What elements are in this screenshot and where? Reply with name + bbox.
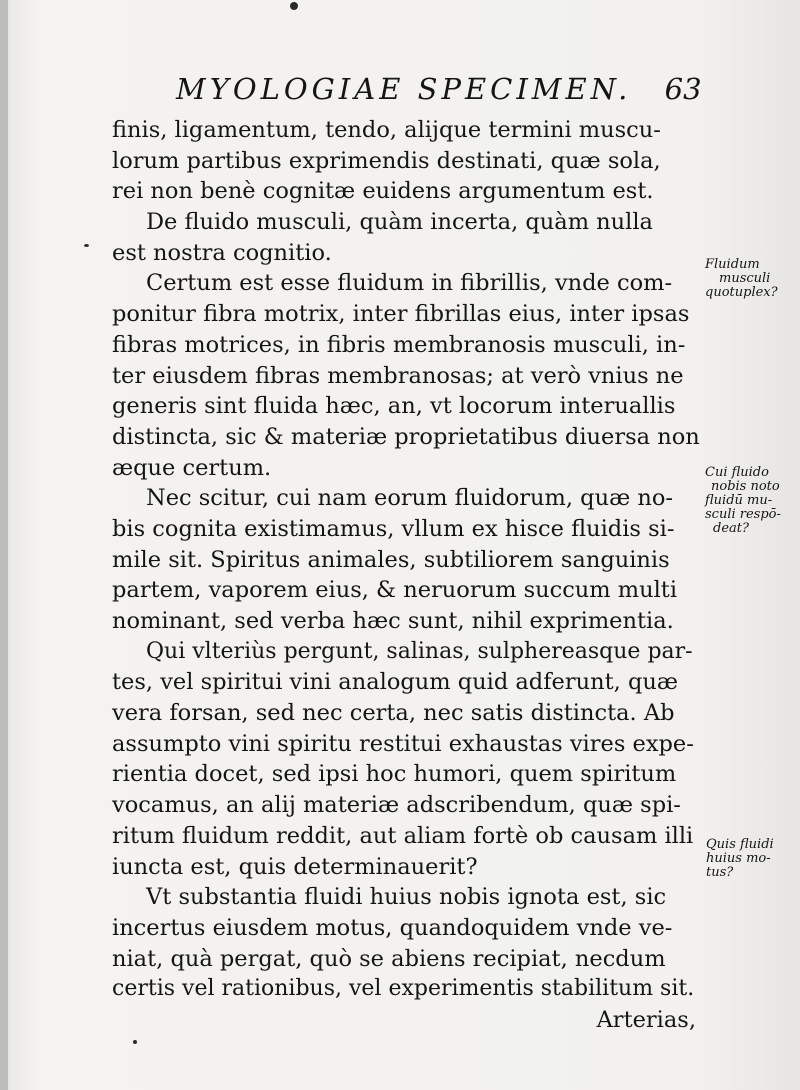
text-line: lorum partibus exprimendis destinati, quæ sola, [112, 147, 661, 174]
text-line: Nec scitur, cui nam eorum fluidorum, quæ no- [146, 485, 674, 512]
text-line: De fluido musculi, quàm incerta, quàm nulla [146, 209, 653, 236]
text-line: rei non benè cognitæ euidens argumentum est. [112, 178, 654, 205]
text-line: ponitur fibra motrix, inter fibrillas eius, inter ipsas [112, 301, 690, 328]
text-line: incertus eiusdem motus, quandoquidem vnde ve- [112, 914, 673, 941]
text-line: fibras motrices, in fibris membranosis musculi, in- [112, 331, 686, 358]
body-text [112, 115, 702, 1036]
text-line: rientia docet, sed ipsi hoc humori, quem spiritum [112, 761, 677, 788]
text-line: partem, vaporem eius, & neruorum succum multi [112, 577, 678, 604]
text-line: generis sint fluida hæc, an, vt locorum interuallis [112, 393, 676, 420]
text-line: tes, vel spiritui vini analogum quid adferunt, quæ [112, 669, 678, 696]
text-line: finis, ligamentum, tendo, alijque termini muscu- [112, 117, 661, 143]
ink-speck [84, 244, 89, 247]
text-line: bis cognita existimamus, vllum ex hisce fluidis si- [112, 515, 675, 542]
margin-note-line: sculi respō- [705, 507, 781, 522]
margin-note-line: Fluidum [705, 257, 760, 272]
text-line: niat, quà pergat, quò se abiens recipiat, necdum [112, 945, 666, 972]
page-spine-shadow [0, 0, 8, 1090]
text-line: Qui vlteriùs pergunt, salinas, sulphereasque par- [146, 638, 693, 664]
text-line: Vt substantia fluidi huius nobis ignota est, sic [146, 884, 667, 911]
ink-speck [133, 1040, 137, 1044]
margin-note-line: musculi [719, 271, 771, 286]
text-line: vocamus, an alij materiæ adscribendum, quæ spi- [112, 792, 681, 819]
text-line: iuncta est, quis determinauerit? [112, 853, 478, 880]
text-line: est nostra cognitio. [112, 239, 332, 266]
text-line: æque certum. [112, 454, 272, 481]
catchword: Arterias, [596, 1006, 696, 1033]
running-head-title: MYOLOGIAE SPECIMEN. [176, 72, 632, 106]
text-line: nominant, sed verba hæc sunt, nihil exprimentia. [112, 608, 674, 634]
text-line: Certum est esse fluidum in fibrillis, vnde com- [146, 270, 673, 297]
text-line: mile sit. Spiritus animales, subtiliorem sanguinis [112, 546, 670, 573]
margin-note-line: huius mo- [706, 851, 771, 866]
text-line: ter eiusdem fibras membranosas; at verò vnius ne [112, 362, 684, 389]
margin-note-line: fluidū mu- [705, 493, 773, 508]
margin-note-line: deat? [713, 521, 749, 536]
text-line: certis vel rationibus, vel experimentis stabilitum sit. [112, 976, 695, 1002]
margin-note-line: nobis noto [711, 479, 780, 494]
margin-note-line: quotuplex? [705, 285, 778, 300]
text-line: distincta, sic & materiæ proprietatibus diuersa non [112, 423, 700, 450]
margin-note [705, 466, 800, 536]
text-line: assumpto vini spiritu restitui exhaustas vires expe- [112, 730, 694, 757]
margin-note-line: tus? [706, 865, 734, 880]
margin-note [705, 258, 800, 300]
text-line: vera forsan, sed nec certa, nec satis distincta. Ab [112, 700, 675, 727]
margin-note [706, 838, 800, 880]
ink-speck [290, 2, 298, 10]
running-head [176, 72, 702, 112]
text-line: ritum fluidum reddit, aut aliam fortè ob causam illi [112, 822, 694, 849]
page-number: 63 [664, 72, 702, 106]
margin-note-line: Quis fluidi [706, 837, 774, 852]
margin-note-line: Cui fluido [705, 465, 769, 480]
